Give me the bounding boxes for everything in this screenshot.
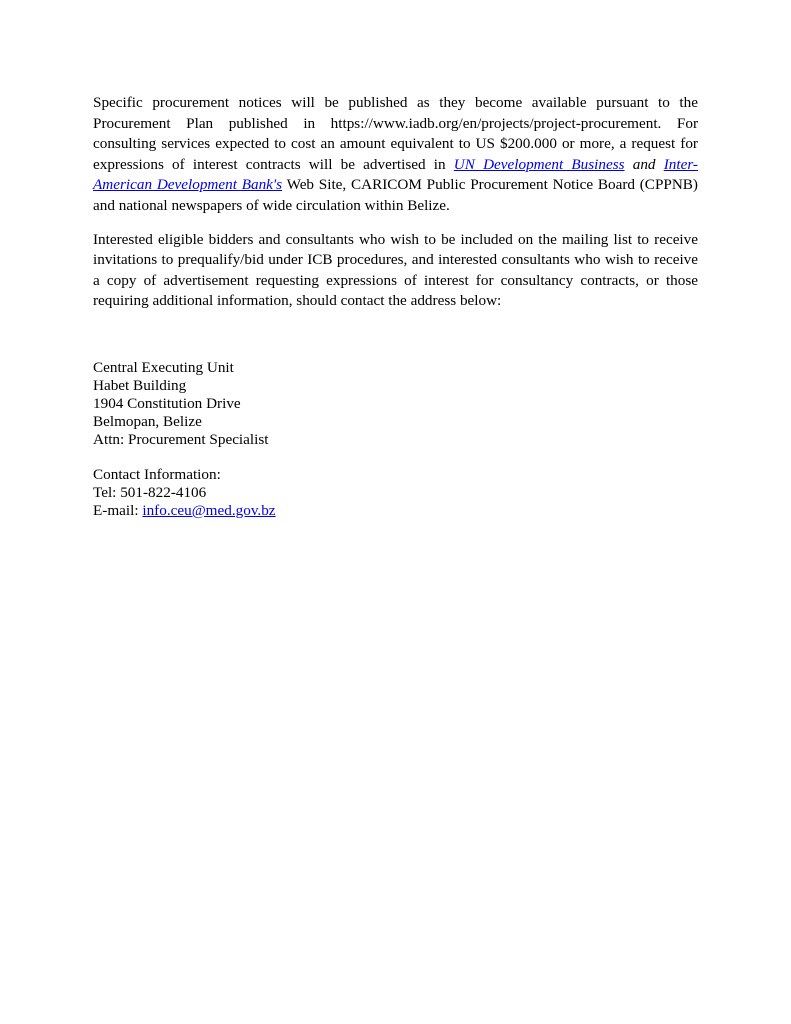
address-line-street: 1904 Constitution Drive <box>93 395 241 412</box>
email-link[interactable]: info.ceu@med.gov.bz <box>142 502 276 519</box>
contact-block <box>93 466 276 520</box>
contact-email-line <box>93 502 276 520</box>
document-body <box>93 93 698 312</box>
procurement-notice-paragraph <box>93 93 698 217</box>
email-label: E-mail: <box>93 502 143 519</box>
un-development-business-link[interactable]: UN Development Business <box>453 155 625 173</box>
address-block <box>93 359 268 449</box>
address-line-attention: Attn: Procurement Specialist <box>93 431 269 448</box>
contact-telephone: Tel: 501-822-4106 <box>93 484 207 501</box>
address-line-building: Habet Building <box>93 377 187 394</box>
contact-heading: Contact Information: <box>93 466 221 483</box>
address-line-unit: Central Executing Unit <box>93 359 234 376</box>
mailing-list-paragraph: Interested eligible bidders and consultants who wish to be included on the mailing list to receive invitations to prequalify/bid under ICB procedures, and interested consultants who wish to receive a copy of advertisement requesting expressions of interest for consultancy contracts, or those requiring additional information, should contact the address below: <box>93 230 698 310</box>
paragraph-text-start: Specific procurement notices will be published as they become available pursuant to the Procurement Plan published in https://www.iadb.org/en/projects/project-procurement. For consulting services expected to cost an amount equivalent to US $200.000 or more, a request for expressions of interest contracts will be advertised in <box>93 94 698 173</box>
paragraph-text-end: Web Site, CARICOM Public Procurement Notice Board (CPPNB) and national newspapers of wide circulation within Belize. <box>93 176 698 214</box>
address-line-city: Belmopan, Belize <box>93 413 202 430</box>
conjunction-and: and <box>624 155 664 173</box>
iadb-website-link[interactable]: Inter-American Development Bank's <box>93 155 698 194</box>
